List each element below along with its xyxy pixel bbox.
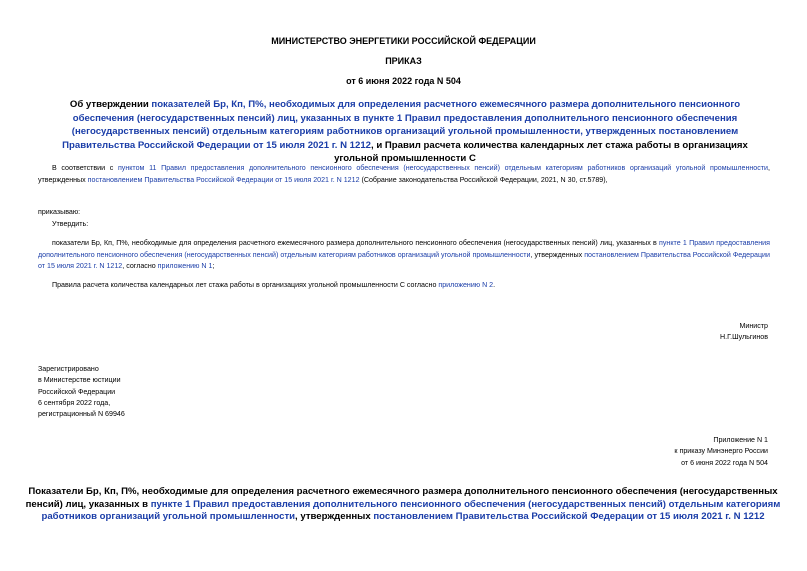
p2-mid2: , согласно <box>122 262 158 271</box>
signature-block <box>720 321 768 344</box>
ministry-heading: МИНИСТЕРСТВО ЭНЕРГЕТИКИ РОССИЙСКОЙ ФЕДЕРАЦИИ <box>271 36 536 46</box>
approve-text: Утвердить: <box>52 220 89 228</box>
p2-link-resolution[interactable]: постановлением Правительства Российской Федерации от 15 июля 2021 г. N 1212 <box>38 250 770 271</box>
p3-prefix: Правила расчета количества календарных лет стажа работы в организациях угольной промышленности С согласно <box>52 281 439 289</box>
p1-prefix: В соответствии с <box>52 164 118 172</box>
approve-line <box>38 219 770 231</box>
p2-prefix: показатели Бр, Кп, П%, необходимые для определения расчетного ежемесячного размера дополнительного пенсионного обеспечения (негосударственных пенсий) лиц, указанных в <box>52 239 660 247</box>
appendix-block <box>674 435 768 469</box>
paragraph-rules <box>38 280 770 292</box>
p3-link-appendix2[interactable]: приложению N 2 <box>438 281 494 289</box>
appendix-line-1: Приложение N 1 <box>713 436 768 444</box>
signature-name: Н.Г.Шульгинов <box>720 333 768 342</box>
p2-suffix: ; <box>212 262 215 271</box>
bottom-title-link-point1[interactable]: пункте 1 Правил предоставления дополнительного пенсионного обеспечения (негосударственных пенсий) отдельным категориям работников организаций угольной промышленности <box>41 498 781 522</box>
title-rules-text: Правил расчета количества календарных лет стажа работы в организациях угольной промышленности С <box>334 139 748 164</box>
registration-line-2: в Министерстве юстиции <box>38 376 121 385</box>
document-title <box>60 98 750 166</box>
p1-link-resolution[interactable]: постановлением Правительства Российской Федерации от 15 июля 2021 г. N 1212 <box>87 175 360 184</box>
registration-line-3: Российской Федерации <box>38 387 116 396</box>
title-prefix: Об утверждении <box>69 99 152 110</box>
appendix-line-3: от 6 июня 2022 года N 504 <box>681 458 768 467</box>
p2-link-appendix1[interactable]: приложению N 1 <box>157 262 213 271</box>
p1-suffix: (Собрание законодательства Российской Федерации, 2021, N 30, ст.5789), <box>359 175 608 184</box>
registration-line-4: 6 сентября 2022 года, <box>38 398 111 407</box>
p2-link-point1[interactable]: пункте 1 Правил предоставления дополнительного пенсионного обеспечения (негосударственных пенсий) отдельным категориям работников организаций угольной промышленности <box>38 239 770 259</box>
appendix-line-2: к приказу Минэнерго России <box>674 447 768 456</box>
p2-mid: , утвержденных <box>530 250 585 259</box>
p1-link-point11[interactable]: пунктом 11 Правил предоставления дополнительного пенсионного обеспечения (негосударственных пенсий) отдельным категориям работников организаций угольной промышленности <box>117 164 769 172</box>
paragraph-basis <box>38 163 770 186</box>
appendix-title <box>24 486 782 524</box>
doc-date-number: от 6 июня 2022 года N 504 <box>346 76 461 86</box>
registration-line-5: регистрационный N 69946 <box>38 410 125 419</box>
doc-type-heading: ПРИКАЗ <box>385 56 422 66</box>
title-link-indicators[interactable]: показателей Бр, Кп, П%, необходимых для определения расчетного ежемесячного размера дополнительного пенсионного обеспечения (негосударственных пенсий) лиц, указанных в пункте 1 Правил предоставления дополнительного пенсионного обеспечения (негосударственных пенсий) отдельным категориям работников организаций угольной промышленности, утвержденных постановлением Правительства Российской Федерации от 15 июля 2021 г. N 1212 <box>62 99 741 151</box>
p3-suffix: . <box>493 281 496 289</box>
registration-line-1: Зарегистрировано <box>38 365 99 373</box>
bottom-title-link-resolution[interactable]: постановлением Правительства Российской Федерации от 15 июля 2021 г. N 1212 <box>373 511 765 522</box>
signature-position: Министр <box>739 322 768 330</box>
title-middle: , и <box>371 139 385 151</box>
registration-block <box>38 364 125 420</box>
p1-mid: , утвержденных <box>38 164 770 184</box>
bottom-title-mid: , утвержденных <box>295 511 374 522</box>
paragraph-indicators <box>38 238 770 273</box>
bottom-title-prefix: Показатели Бр, Кп, П%, необходимые для определения расчетного ежемесячного размера дополнительного пенсионного обеспечения (негосударственных пенсий) лиц, указанных в <box>25 486 778 510</box>
order-word: приказываю: <box>38 208 81 216</box>
